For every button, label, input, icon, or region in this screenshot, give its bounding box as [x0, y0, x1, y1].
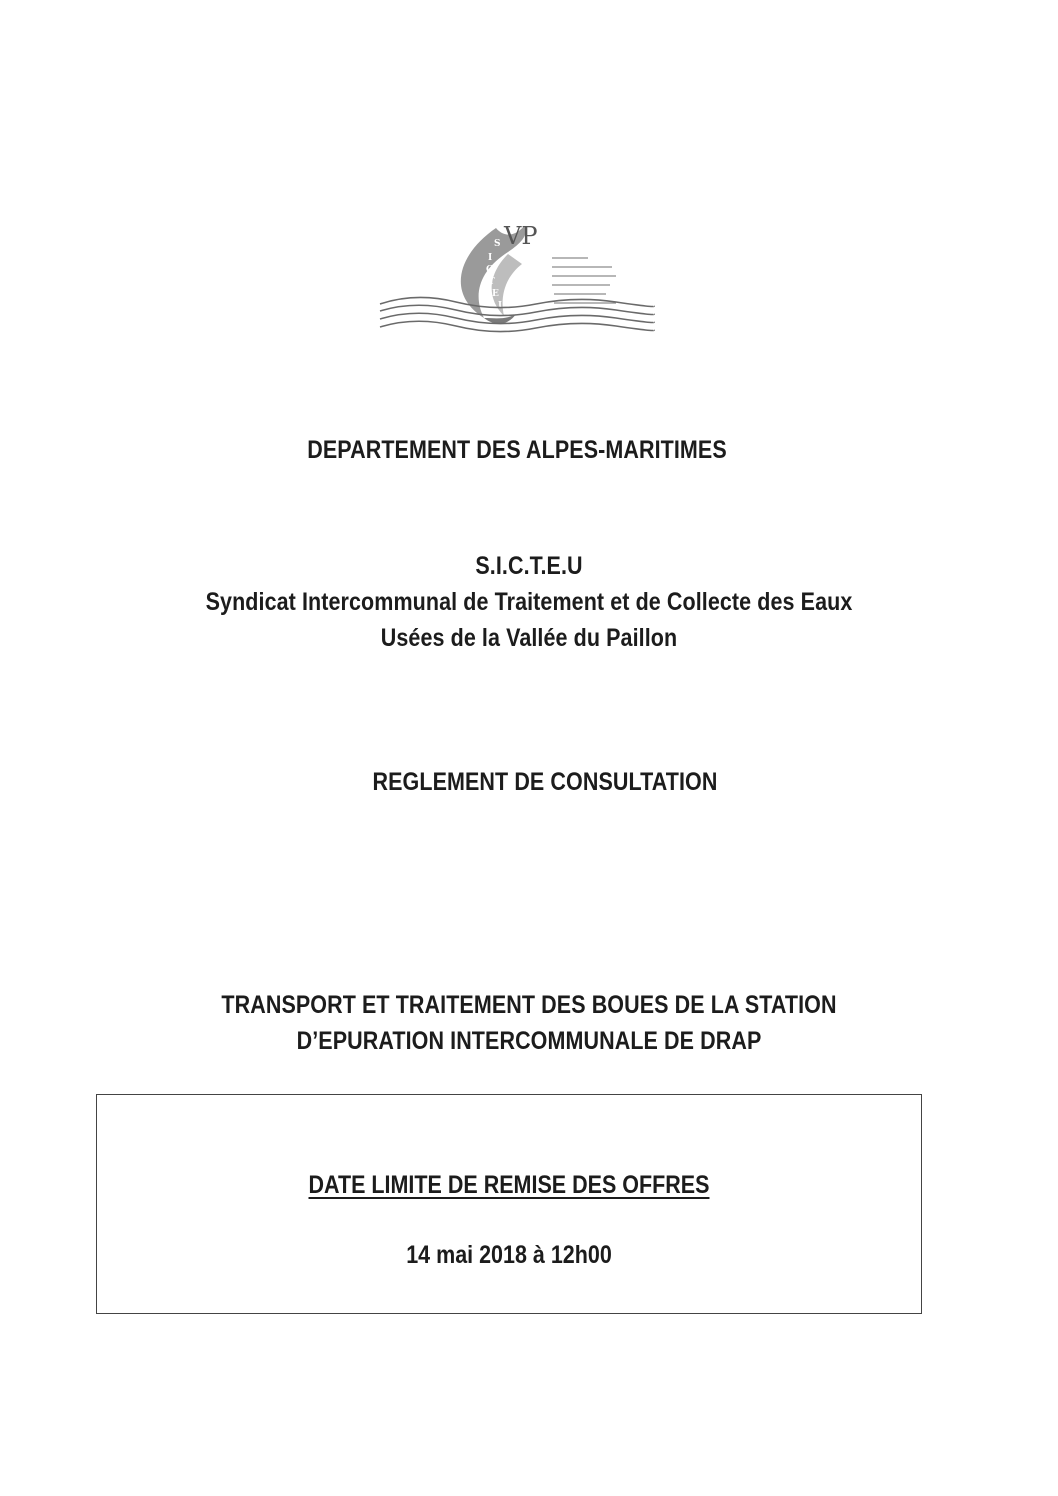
svg-text:VP: VP — [504, 222, 538, 250]
subject-line2: D’EPURATION INTERCOMMUNALE DE DRAP — [296, 1027, 762, 1055]
syndicate-name-line1: Syndicat Intercommunal de Traitement et de Collecte des Eaux — [205, 588, 853, 616]
svg-text:E: E — [492, 289, 499, 299]
deadline-title: DATE LIMITE DE REMISE DES OFFRES — [308, 1171, 710, 1199]
syndicate-name-line2: Usées de la Vallée du Paillon — [380, 624, 678, 652]
svg-text:T: T — [488, 277, 495, 287]
syndicate-acronym: S.I.C.T.E.U — [475, 552, 583, 580]
svg-text:U: U — [498, 301, 506, 311]
deadline-date: 14 mai 2018 à 12h00 — [406, 1241, 612, 1269]
swirl-waves-icon — [376, 214, 656, 344]
deadline-title-wrapper — [155, 1171, 864, 1200]
svg-text:C: C — [486, 265, 494, 275]
svg-text:I: I — [488, 253, 493, 263]
department-heading: DEPARTEMENT DES ALPES-MARITIMES — [307, 436, 727, 464]
subject-block — [74, 987, 984, 1059]
syndicate-block — [74, 548, 984, 656]
sicteu-logo — [376, 214, 656, 344]
svg-text:S: S — [494, 239, 501, 249]
subject-line1: TRANSPORT ET TRAITEMENT DES BOUES DE LA STATION — [221, 991, 837, 1019]
deadline-box — [96, 1094, 922, 1314]
document-type-heading: REGLEMENT DE CONSULTATION — [372, 768, 718, 796]
